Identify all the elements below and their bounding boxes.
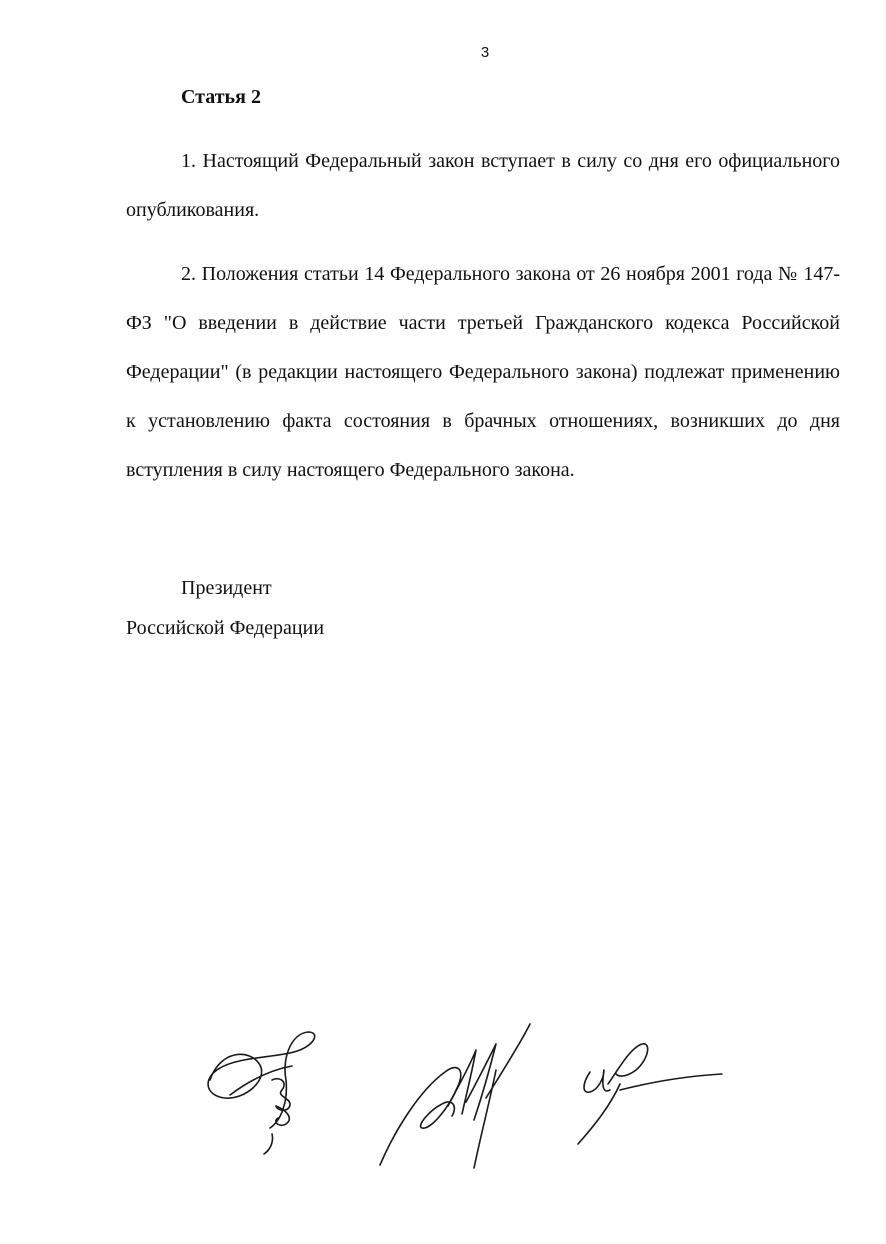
- signatory-title: Президент: [181, 577, 272, 599]
- article-paragraph-1: 1. Настоящий Федеральный закон вступает в силу со дня его официального опубликования.: [126, 150, 840, 221]
- signatory-block: [126, 568, 324, 648]
- page-number: 3: [480, 44, 490, 61]
- signatory-country: Российской Федерации: [126, 617, 325, 639]
- signature-1: [208, 1032, 315, 1154]
- article-paragraph-2: 2. Положения статьи 14 Федерального закона от 26 ноября 2001 года № 147-ФЗ "О введении в действие части третьей Гражданского кодекса Российской Федерации" (в редакции настоящего Федерального закона) подлежат применению к установлению факта состояния в брачных отношениях, возникших до дня вступления в силу настоящего Федерального закона.: [126, 263, 840, 481]
- handwritten-signatures: [190, 1010, 750, 1190]
- article-heading: Статья 2: [181, 86, 261, 108]
- signature-2: [380, 1024, 530, 1168]
- signature-3: [578, 1044, 722, 1144]
